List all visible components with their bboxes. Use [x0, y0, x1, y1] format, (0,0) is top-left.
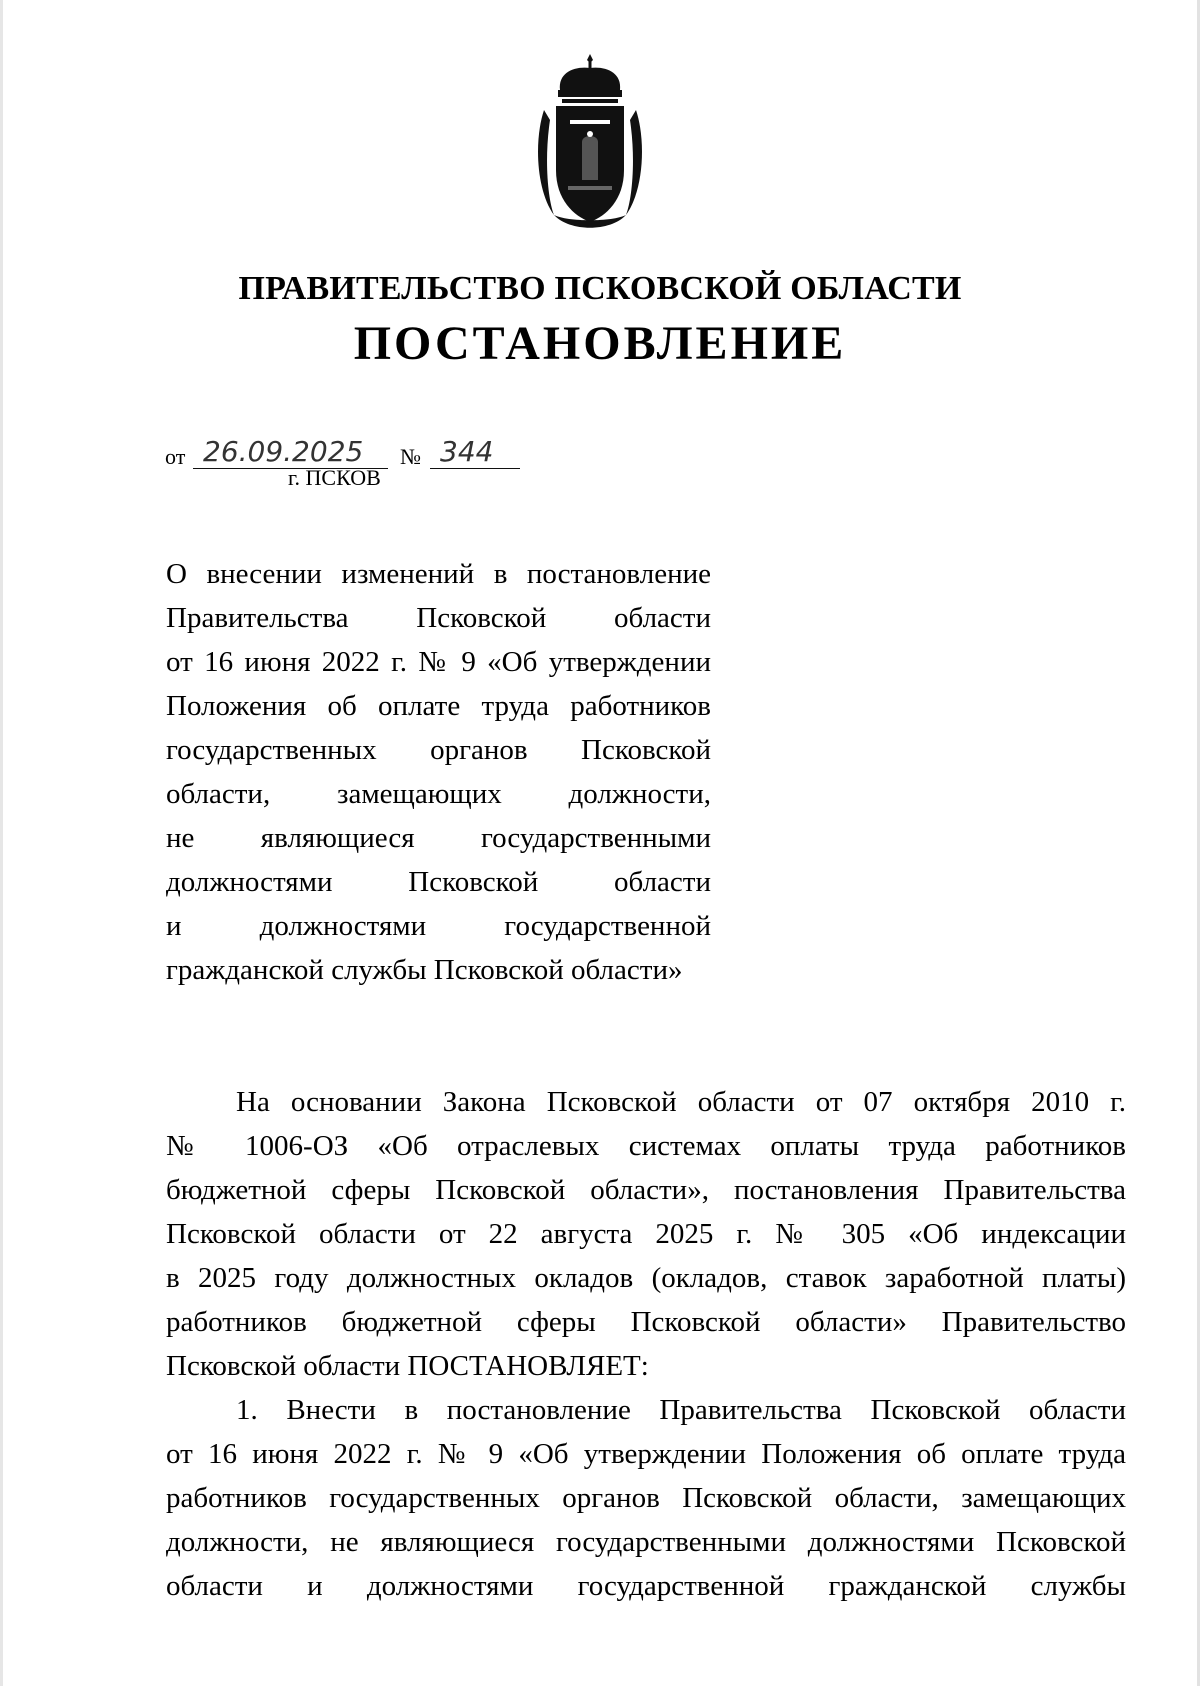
- subject-line: и должностями государственной: [166, 910, 711, 942]
- document-subject: [166, 552, 711, 992]
- body-line: работников бюджетной сферы Псковской области» Правительство: [166, 1306, 1126, 1338]
- handwritten-date: 26.09.2025: [193, 436, 388, 469]
- body-line: работников государственных органов Псковской области, замещающих: [166, 1482, 1126, 1514]
- subject-line: Правительства Псковской области: [166, 602, 711, 634]
- document-type: ПОСТАНОВЛЕНИЕ: [353, 317, 847, 370]
- body-line: бюджетной сферы Псковской области», постановления Правительства: [166, 1174, 1126, 1206]
- scan-edge-left: [0, 0, 3, 1686]
- subject-line: области, замещающих должности,: [166, 778, 711, 810]
- body-line: области и должностями государственной гражданской службы: [166, 1570, 1126, 1602]
- handwritten-number: 344: [430, 436, 520, 469]
- body-line: от 16 июня 2022 г. № 9 «Об утверждении Положения об оплате труда: [166, 1438, 1126, 1470]
- body-line: Псковской области от 22 августа 2025 г. № 305 «Об индексации: [166, 1218, 1126, 1250]
- subject-line: должностями Псковской области: [166, 866, 711, 898]
- subject-line: гражданской службы Псковской области»: [166, 954, 683, 986]
- number-prefix: №: [400, 444, 421, 469]
- city-name: г. ПСКОВ: [288, 465, 381, 490]
- subject-line: от 16 июня 2022 г. № 9 «Об утверждении: [166, 646, 711, 678]
- document-body: [166, 1080, 1126, 1608]
- subject-line: О внесении изменений в постановление: [166, 558, 711, 590]
- subject-line: не являющиеся государственными: [166, 822, 711, 854]
- body-line: должности, не являющиеся государственными должностями Псковской: [166, 1526, 1126, 1558]
- date-prefix: от: [165, 444, 186, 469]
- body-line: На основании Закона Псковской области от 07 октября 2010 г.: [236, 1086, 1126, 1118]
- subject-line: государственных органов Псковской: [166, 734, 711, 766]
- body-line: в 2025 году должностных окладов (окладов, ставок заработной платы): [166, 1262, 1126, 1294]
- body-line: Псковской области ПОСТАНОВЛЯЕТ:: [166, 1350, 649, 1382]
- body-line: 1. Внести в постановление Правительства Псковской области: [236, 1394, 1126, 1426]
- subject-line: Положения об оплате труда работников: [166, 690, 711, 722]
- coat-of-arms-emblem: [530, 50, 650, 240]
- organization-name: ПРАВИТЕЛЬСТВО ПСКОВСКОЙ ОБЛАСТИ: [238, 270, 962, 307]
- body-line: № 1006-ОЗ «Об отраслевых системах оплаты труда работников: [166, 1130, 1126, 1162]
